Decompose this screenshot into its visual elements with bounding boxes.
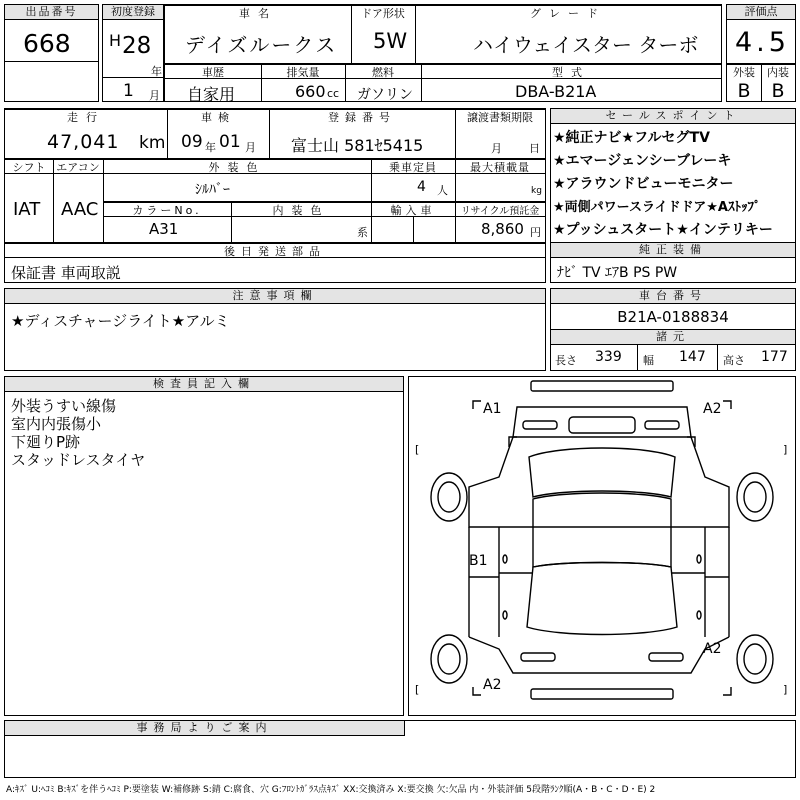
interior-color-unit: 系 [357, 226, 368, 239]
recycle-label: リサイクル預託金 [460, 206, 540, 217]
ac-type: AAC [61, 199, 99, 220]
recycle-unit: 円 [530, 226, 541, 239]
capacity-label: 乗車定員 [389, 161, 437, 174]
lot-number-box [4, 4, 99, 102]
load-unit: kg [531, 186, 542, 196]
bracket-left-rear: [ [415, 683, 420, 696]
shift-type: IAT [13, 199, 41, 220]
width-label: 幅 [643, 354, 654, 367]
bracket-right-front: ] [783, 443, 788, 456]
inspection-label: 車検 [201, 111, 235, 124]
chassis-label: 車台番号 [551, 289, 795, 304]
sales-points-box [550, 108, 796, 283]
capacity: 4 [417, 179, 426, 195]
notes-label: 注意事項欄 [5, 289, 545, 304]
year-unit: 年 [151, 65, 162, 78]
damage-mark: A2 [703, 401, 722, 417]
damage-mark: A1 [483, 401, 502, 417]
interior-grade: B [771, 80, 785, 102]
later-parts: 保証書 車両取説 [11, 264, 121, 282]
door-shape: 5W [373, 29, 408, 53]
mileage-unit: km [139, 133, 166, 153]
length-label: 長さ [555, 354, 577, 367]
sales-points-label: セールスポイント [551, 109, 795, 124]
score-box [726, 4, 796, 102]
inspector-note: 室内内張傷小 [11, 415, 102, 433]
damage-diagram [408, 376, 796, 716]
first-registration-year: 28 [122, 33, 152, 59]
length-value: 339 [595, 349, 622, 365]
office-notice-label: 事務局よりご案内 [5, 721, 405, 736]
height-value: 177 [761, 349, 788, 365]
chassis-number: B21A-0188834 [617, 308, 729, 326]
notes-text: ★ディスチャージライト★アルミ [11, 312, 230, 330]
legend-text: A:ｷｽﾞ U:ﾍｺﾐ B:ｷｽﾞを伴うﾍｺﾐ P:要塗装 W:補修跡 S:錆 C:腐食、穴 G:ﾌﾛﾝﾄｶﾞﾗｽ点ｷｽﾞ XX:交換済み X:要交換 欠:欠品 内・外装評価 5段階ﾗﾝｸ順(A・B・C・D・E) 2 [6, 785, 656, 795]
model-label: 型式 [552, 66, 590, 79]
score-label: 評価点 [727, 5, 795, 20]
capacity-unit: 人 [437, 184, 448, 197]
mileage-label: 走行 [67, 111, 105, 124]
vehicle-info-box [164, 4, 722, 102]
recycle-fee: 8,860 [481, 220, 524, 238]
sales-point-line: ★アラウンドビューモニター [553, 176, 734, 192]
height-label: 高さ [723, 354, 745, 367]
dimensions-label: 諸元 [551, 330, 795, 345]
shift-label: シフト [12, 161, 46, 174]
model-code: DBA-B21A [515, 82, 597, 101]
displacement: 660 [295, 82, 326, 101]
bracket-left-front: [ [415, 443, 420, 456]
notes-box [4, 288, 546, 371]
import-label: 輸入車 [390, 204, 436, 217]
first-registration-month: 1 [123, 81, 134, 101]
mileage: 47,041 [47, 131, 120, 153]
exterior-grade: B [737, 80, 751, 102]
details-box [4, 108, 546, 283]
lot-number-label: 出品番号 [5, 5, 98, 20]
inspection-month-unit: 月 [245, 141, 256, 154]
chassis-box [550, 288, 796, 371]
equipment-label: 純正装備 [551, 243, 795, 258]
history-label: 車歴 [202, 66, 224, 79]
factory-equipment: ﾅﾋﾞ TV ｴｱB PS PW [557, 265, 678, 281]
car-name-label: 車名 [239, 7, 277, 20]
grade-label: グレード [530, 7, 606, 20]
first-registration-box [102, 4, 164, 102]
width-value: 147 [679, 349, 706, 365]
damage-mark: B1 [469, 553, 488, 569]
damage-mark: A2 [703, 641, 722, 657]
inspection-year-unit: 年 [205, 141, 216, 154]
exterior-grade-label: 外装 [733, 66, 755, 79]
month-unit: 月 [149, 89, 160, 102]
inspector-box [4, 376, 404, 716]
inspector-note: 下廻りP跡 [11, 433, 81, 451]
inspection-year: 09 [181, 132, 203, 152]
displacement-unit: cc [327, 87, 340, 100]
transfer-month-unit: 月 [491, 142, 502, 155]
sales-point-line: ★エマージェンシーブレーキ [553, 153, 732, 169]
max-load-label: 最大積載量 [470, 161, 530, 174]
transfer-day-unit: 日 [529, 142, 540, 155]
displacement-label: 排気量 [286, 66, 320, 79]
exterior-color-label: 外装色 [208, 161, 266, 174]
later-parts-label: 後日発送部品 [224, 245, 326, 258]
fuel-type: ガソリン [357, 87, 413, 103]
inspector-label: 検査員記入欄 [5, 377, 403, 392]
inspector-note: スタッドレスタイヤ [11, 451, 146, 469]
office-notice-box [4, 720, 796, 778]
fuel-label: 燃料 [372, 66, 394, 79]
interior-color-label: 内装色 [272, 204, 330, 217]
transfer-deadline-label: 譲渡書類期限 [467, 111, 533, 124]
damage-mark: A2 [483, 677, 502, 693]
sales-point-line: ★両側パワースライドドア★Aｽﾄｯﾌﾟ [553, 200, 761, 215]
bracket-right-rear: ] [783, 683, 788, 696]
registration-plate: 富士山 581ｾ5415 [291, 136, 424, 155]
plate-label: 登録番号 [328, 111, 396, 124]
era-letter: H [109, 31, 122, 50]
color-number: A31 [149, 220, 179, 238]
sales-point-line: ★プッシュスタート★インテリキー [553, 222, 773, 238]
grade: ハイウェイスター ターボ [473, 33, 699, 57]
interior-grade-label: 内装 [767, 66, 789, 79]
exterior-color: ｼﾙﾊﾞｰ [195, 182, 230, 198]
car-outline-diagram [409, 377, 795, 715]
color-number-label: カラーNo. [132, 204, 202, 217]
sales-point-line: ★純正ナビ★フルセグTV [553, 130, 710, 146]
ac-label: エアコン [56, 161, 100, 174]
inspector-note: 外装うすい線傷 [11, 397, 117, 415]
inspection-month: 01 [219, 132, 241, 152]
lot-number: 668 [23, 29, 71, 58]
first-registration-label: 初度登録 [103, 5, 163, 20]
car-name: デイズルークス [185, 33, 338, 57]
door-label: ドア形状 [361, 7, 405, 20]
car-history: 自家用 [187, 85, 236, 104]
overall-score: 4.5 [735, 27, 790, 58]
